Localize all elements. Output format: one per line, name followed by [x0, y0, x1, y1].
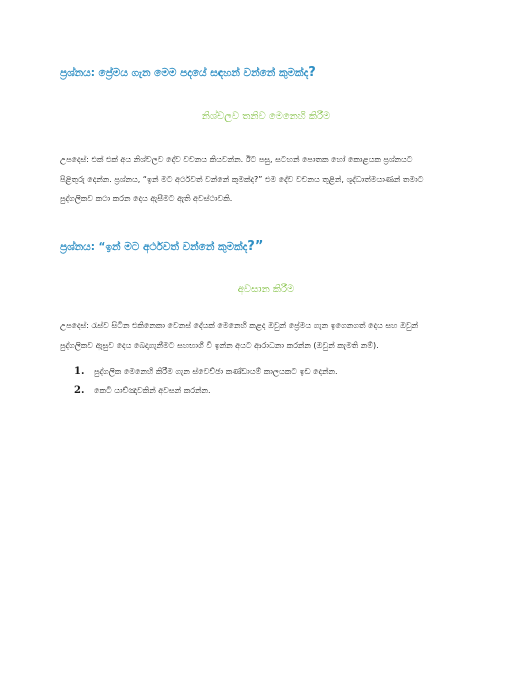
section-heading-quiet-reflection: නිශ්චලව තනිව මෙනෙහි කිරීම — [201, 111, 331, 122]
list-item — [74, 362, 474, 381]
guidance-paragraph-2 — [60, 316, 474, 355]
question-heading-2 — [60, 240, 480, 254]
list-item-number: 2. — [74, 385, 85, 396]
question-2-text: ප්‍රශ්නය: “ඉන් මට අර්ථවත් වන්නේ කුමක්ද — [60, 241, 248, 253]
guidance-2-line: උපදෙස්: රැස්ව සිටින එකිනෙකා වෙනස් දේයක් මෙනෙහි කළද ඔවුන් ප්‍රේමය ගැන ඉගෙනගත් දෙය සහ ඔවුන් — [60, 321, 419, 330]
list-item-text: පුද්ගලික මෙනෙහි කිරීම ගැන ස්වෙච්ඡා කණ්ඩායම් කාලයකට ඉඩ දෙන්න. — [94, 367, 338, 376]
question-2-mark: ?” — [247, 239, 264, 254]
closing-steps-list — [74, 362, 474, 400]
list-item-number: 1. — [74, 366, 85, 377]
guidance-2-line: පුද්ගලිකව ඇසුව දෙය බෙදාගැනීමට සහභාගී වී ඉන්න අයට ආරාධනා කරන්න (ඔවුන් කැමති නම්). — [60, 340, 379, 350]
question-heading-1 — [60, 66, 480, 80]
guidance-paragraph-1 — [60, 150, 474, 209]
section-heading-closing: අවසාන කිරීම — [237, 284, 295, 295]
list-item — [74, 381, 474, 400]
question-1-mark: ? — [308, 65, 316, 80]
guidance-1-line: පුද්ගලිකව කථා කරන දෙය ඇසීමට ඇති අවස්ථාවකි. — [60, 194, 233, 203]
list-item-text: කෙටි යාච්ඤාවකින් අවසන් කරන්න. — [94, 386, 211, 395]
question-1-text: ප්‍රශ්නය: ප්‍රේමය ගැන මෙම පදයේ සඳහන් වන්නේ කුමක්ද — [60, 67, 309, 79]
guidance-1-line: උපදෙස්: එක් එක් අය නිශ්චලව දේව වචනය කියවන්න. ඊට පසු, සටහන් පොතක හෝ කොළයක ප්‍රශ්නයට — [60, 155, 413, 164]
guidance-1-line: පිළිතුරු දෙන්න. ප්‍රශ්නය, “ඉන් මට අර්ථවත් වන්නේ කුමක්ද?” එම දේව වචනය තුළින්, ශුද්ධාත්මයාණන් තමාට — [60, 174, 424, 184]
